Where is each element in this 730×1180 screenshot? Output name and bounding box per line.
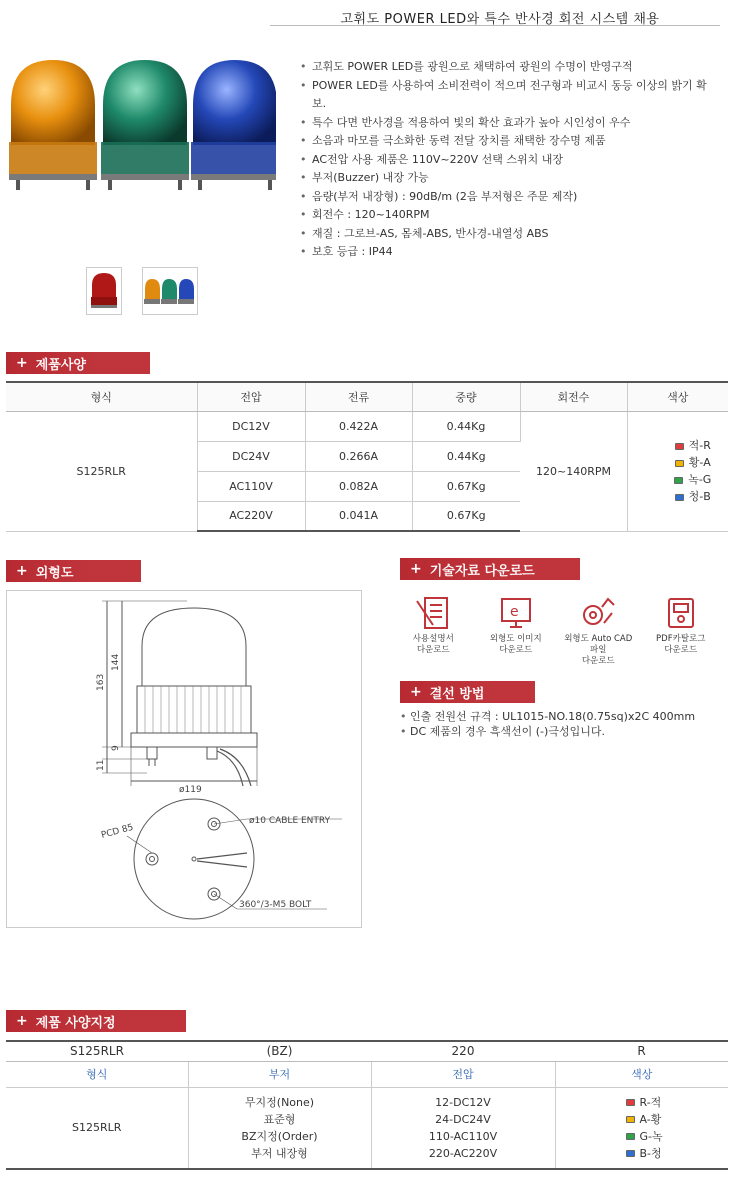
- order-label: 색상: [555, 1061, 728, 1087]
- dim-119: ø119: [179, 785, 202, 795]
- order-label: 형식: [6, 1061, 188, 1087]
- feature-item: • 특수 다면 반사경을 적용하여 빛의 확산 효과가 높아 시인성이 우수: [300, 114, 720, 133]
- order-label: 부저: [188, 1061, 371, 1087]
- red-swatch-icon: [675, 443, 684, 450]
- spec-current: 0.082A: [305, 471, 412, 501]
- green-lamp: [101, 60, 189, 190]
- spec-voltage: AC110V: [197, 471, 305, 501]
- spec-header-cell: 중량: [412, 382, 520, 411]
- order-table: [6, 1040, 728, 1170]
- buzzer-option: 부저 내장형: [251, 1146, 308, 1160]
- plus-icon: +: [16, 355, 28, 371]
- order-code: 220: [371, 1041, 555, 1061]
- spec-table: [6, 381, 728, 532]
- plus-icon: +: [410, 561, 422, 577]
- order-code: R: [555, 1041, 728, 1061]
- dim-144: 144: [111, 653, 121, 671]
- spec-table-header: [6, 382, 728, 411]
- spec-current: 0.422A: [305, 411, 412, 441]
- wiring-item: • 인출 전원선 규격 : UL1015-NO.18(0.75sq)x2C 400mm: [400, 709, 720, 724]
- voltage-option: 110-AC110V: [428, 1129, 498, 1143]
- pcd-label: PCD 85: [100, 822, 135, 841]
- order-label: 전압: [371, 1061, 555, 1087]
- wiring-list: [400, 709, 720, 739]
- manual-icon: [413, 593, 453, 633]
- amber-lamp: [9, 60, 97, 190]
- dim-11: 11: [96, 759, 106, 771]
- green-swatch-icon: [674, 477, 683, 484]
- order-label-row: [6, 1061, 728, 1087]
- plus-icon: +: [16, 563, 28, 579]
- color-option: 적-R: [658, 437, 729, 454]
- feature-item: • 보호 등급 : IP44: [300, 243, 720, 262]
- order-model: S125RLR: [6, 1087, 188, 1169]
- image-icon: [496, 593, 536, 633]
- thumbnail-red[interactable]: [86, 267, 122, 315]
- section-header-outline: + 외형도: [6, 560, 156, 582]
- spec-current: 0.266A: [305, 441, 412, 471]
- download-image-button[interactable]: e 외형도 이미지 다운로드: [480, 592, 552, 664]
- blue-lamp: [191, 60, 276, 190]
- cable-entry-label: ø10 CABLE ENTRY: [249, 816, 331, 826]
- spec-header-cell: 전류: [305, 382, 412, 411]
- blue-swatch-icon: [626, 1150, 635, 1157]
- blue-swatch-icon: [675, 494, 684, 501]
- svg-text:e: e: [509, 604, 519, 620]
- feature-item: • POWER LED를 사용하여 소비전력이 적으며 전구형과 비교시 동등 이상의 밝기 확보.: [300, 77, 720, 114]
- outline-drawing: [6, 590, 362, 928]
- download-pdf-button[interactable]: PDF카탈로그 다운로드: [645, 592, 717, 664]
- voltage-option: 220-AC220V: [428, 1146, 498, 1160]
- spec-rpm: 120~140RPM: [520, 411, 627, 531]
- feature-item: • 고휘도 POWER LED를 광원으로 채택하여 광원의 수명이 반영구적: [300, 58, 720, 77]
- download-cad-button[interactable]: 외형도 Auto CAD파일 다운로드: [562, 592, 634, 664]
- buzzer-option: BZ지정(Order): [241, 1129, 318, 1143]
- cad-icon: [578, 593, 618, 633]
- table-row: [6, 411, 728, 441]
- voltage-option: 24-DC24V: [435, 1112, 491, 1126]
- feature-item: • 부저(Buzzer) 내장 가능: [300, 169, 720, 188]
- dim-163: 163: [96, 673, 106, 691]
- color-option: A-황: [626, 1111, 729, 1128]
- feature-item: • 재질 : 그로브-AS, 몸체-ABS, 반사경-내열성 ABS: [300, 225, 720, 244]
- spec-model: S125RLR: [6, 411, 197, 531]
- spec-weight: 0.67Kg: [412, 471, 520, 501]
- plus-icon: +: [16, 1013, 28, 1029]
- spec-colors: [627, 411, 728, 531]
- product-photo: [6, 50, 276, 200]
- spec-weight: 0.44Kg: [412, 441, 520, 471]
- plus-icon: +: [410, 684, 422, 700]
- buzzer-option: 표준형: [263, 1112, 296, 1126]
- section-header-download: + 기술자료 다운로드: [400, 558, 600, 580]
- bolt-label: 360°/3-M5 BOLT: [239, 900, 312, 910]
- order-color-options: [555, 1087, 728, 1169]
- color-option: 녹-G: [658, 471, 729, 488]
- order-code: (BZ): [188, 1041, 371, 1061]
- download-list: [392, 592, 722, 664]
- thumbnail-three-colors[interactable]: [142, 267, 198, 315]
- dim-9: 9: [111, 745, 121, 751]
- spec-header-cell: 회전수: [520, 382, 627, 411]
- amber-swatch-icon: [675, 460, 684, 467]
- feature-list: [300, 58, 720, 262]
- spec-header-cell: 색상: [627, 382, 728, 411]
- feature-item: • 회전수 : 120~140RPM: [300, 206, 720, 225]
- spec-header-cell: 형식: [6, 382, 197, 411]
- spec-header-cell: 전압: [197, 382, 305, 411]
- order-body-row: [6, 1087, 728, 1169]
- dimension-drawing: [7, 591, 361, 927]
- wiring-item: • DC 제품의 경우 흑색선이 (-)극성입니다.: [400, 724, 720, 739]
- spec-voltage: DC24V: [197, 441, 305, 471]
- order-code-row: [6, 1041, 728, 1061]
- pdf-icon: [661, 593, 701, 633]
- color-option: 청-B: [658, 488, 729, 505]
- buzzer-option: 무지정(None): [244, 1095, 315, 1109]
- order-buzzer-options: [188, 1087, 371, 1169]
- green-swatch-icon: [626, 1133, 635, 1140]
- voltage-option: 12-DC12V: [435, 1095, 491, 1109]
- section-header-wiring: + 결선 방법: [400, 681, 550, 703]
- spec-current: 0.041A: [305, 501, 412, 531]
- feature-item: • 소음과 마모를 극소화한 동력 전달 장치를 채택한 장수명 제품: [300, 132, 720, 151]
- page-title: 고휘도 POWER LED와 특수 반사경 회전 시스템 채용: [270, 8, 720, 26]
- section-header-order: + 제품 사양지정: [6, 1010, 206, 1032]
- spec-voltage: DC12V: [197, 411, 305, 441]
- download-manual-button[interactable]: 사용설명서 다운로드: [397, 592, 469, 664]
- feature-item: • AC전압 사용 제품은 110V~220V 선택 스위치 내장: [300, 151, 720, 170]
- spec-weight: 0.44Kg: [412, 411, 520, 441]
- color-option: B-청: [626, 1145, 729, 1162]
- color-option: G-녹: [626, 1128, 729, 1145]
- amber-swatch-icon: [626, 1116, 635, 1123]
- spec-voltage: AC220V: [197, 501, 305, 531]
- order-code: S125RLR: [6, 1041, 188, 1061]
- feature-item: • 음량(부저 내장형) : 90dB/m (2음 부저형은 주문 제작): [300, 188, 720, 207]
- color-option: R-적: [626, 1094, 729, 1111]
- spec-weight: 0.67Kg: [412, 501, 520, 531]
- red-swatch-icon: [626, 1099, 635, 1106]
- order-voltage-options: [371, 1087, 555, 1169]
- section-header-spec: + 제품사양: [6, 352, 166, 374]
- color-option: 황-A: [658, 454, 729, 471]
